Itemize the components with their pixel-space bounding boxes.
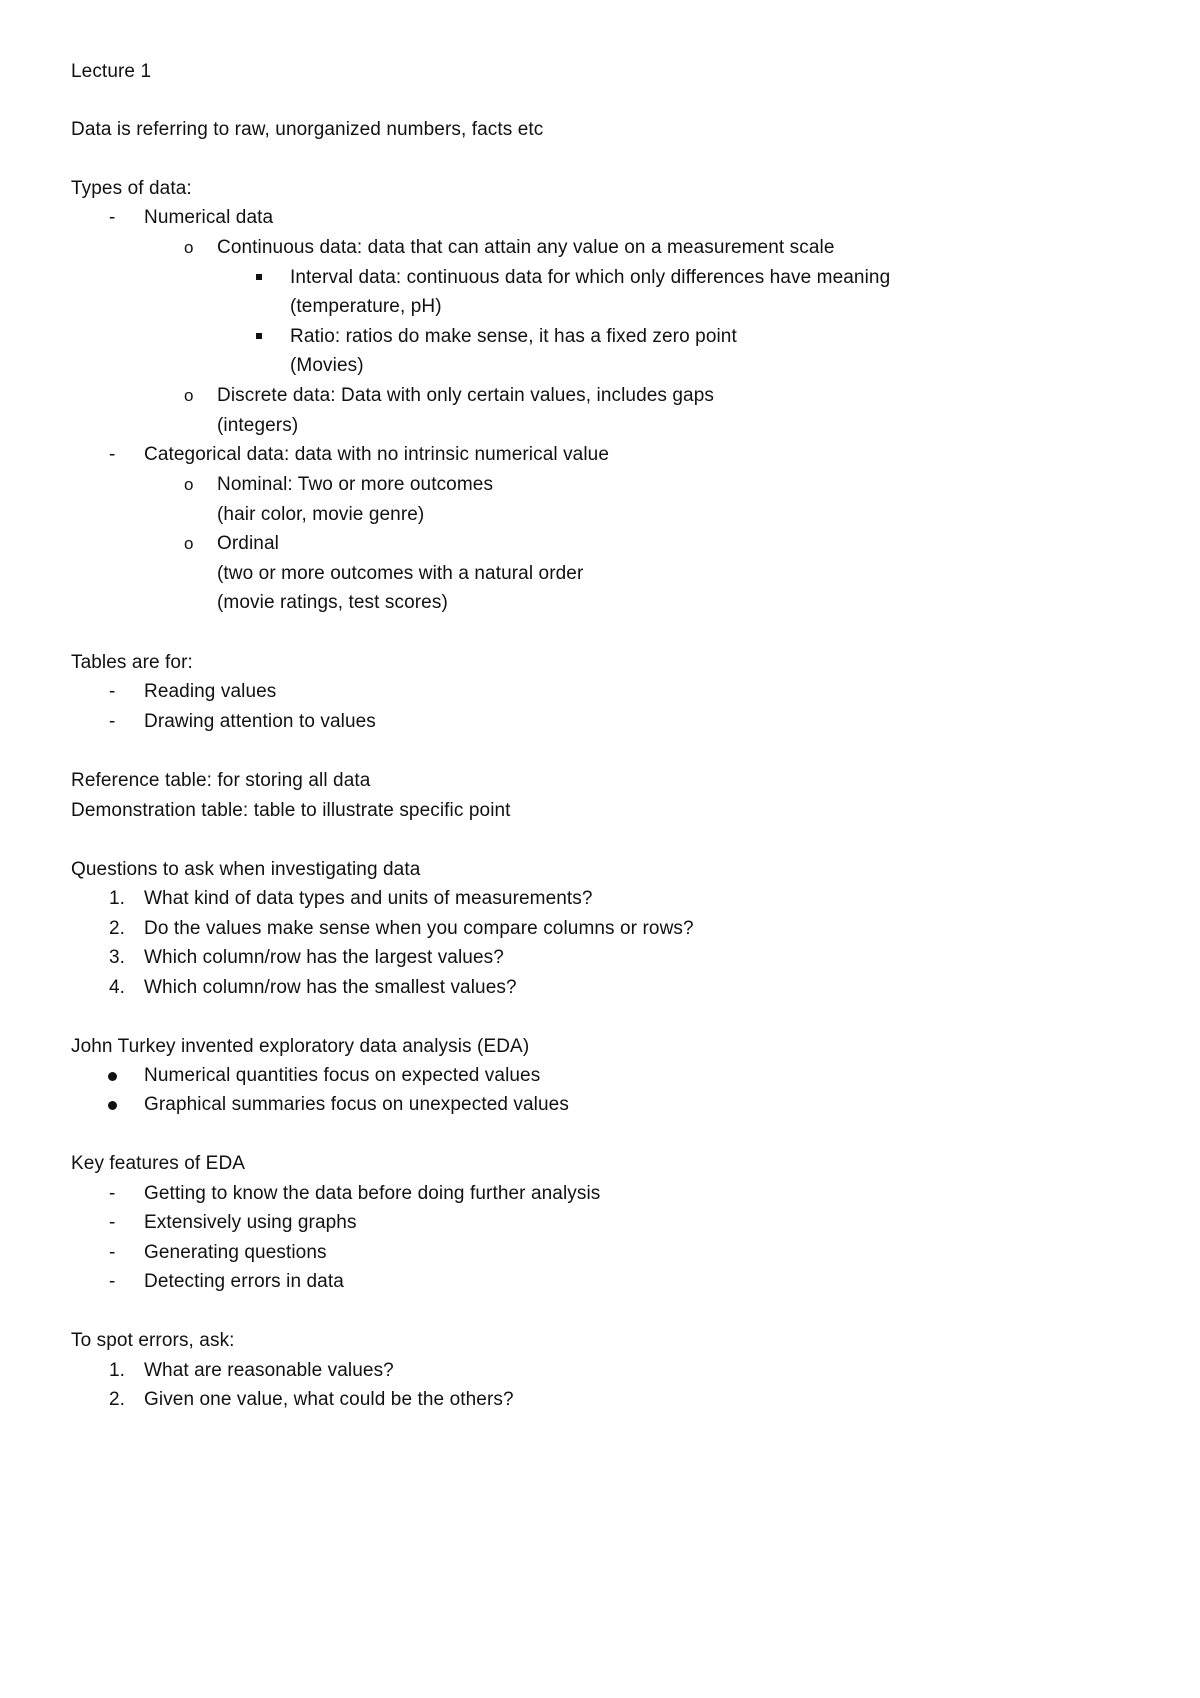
numerical-item: Numerical data: [144, 207, 274, 228]
eda-heading: John Turkey invented exploratory data analysis (EDA): [71, 1036, 530, 1057]
list-item: Which column/row has the smallest values?: [144, 977, 517, 998]
dash-marker: -: [109, 444, 116, 465]
categorical-item: Categorical data: data with no intrinsic numerical value: [144, 444, 610, 465]
circle-marker: o: [184, 475, 194, 494]
list-item: Numerical quantities focus on expected values: [144, 1065, 541, 1086]
lecture-title: Lecture 1: [71, 61, 152, 82]
square-bullet: [256, 274, 262, 280]
list-item: Extensively using graphs: [144, 1212, 357, 1233]
reference-table-text: Reference table: for storing all data: [71, 770, 371, 791]
continuous-item: Continuous data: data that can attain any value on a measurement scale: [217, 237, 835, 258]
number-marker: 4.: [109, 977, 125, 998]
dash-marker: -: [109, 207, 116, 228]
ordinal-description: (two or more outcomes with a natural order: [217, 563, 584, 584]
types-heading: Types of data:: [71, 178, 192, 199]
bullet-dot: [108, 1072, 117, 1081]
dash-marker: -: [109, 1242, 116, 1263]
circle-marker: o: [184, 238, 194, 257]
number-marker: 2.: [109, 918, 125, 939]
intro-text: Data is referring to raw, unorganized numbers, facts etc: [71, 119, 544, 140]
list-item: Given one value, what could be the others?: [144, 1389, 514, 1410]
dash-marker: -: [109, 1183, 116, 1204]
list-item: Generating questions: [144, 1242, 327, 1263]
list-item: Detecting errors in data: [144, 1271, 344, 1292]
circle-marker: o: [184, 534, 194, 553]
list-item: What are reasonable values?: [144, 1360, 394, 1381]
dash-marker: -: [109, 1271, 116, 1292]
number-marker: 1.: [109, 1360, 125, 1381]
discrete-item: Discrete data: Data with only certain values, includes gaps: [217, 385, 714, 406]
key-features-heading: Key features of EDA: [71, 1153, 246, 1174]
bullet-dot: [108, 1101, 117, 1110]
nominal-item: Nominal: Two or more outcomes: [217, 474, 494, 495]
number-marker: 2.: [109, 1389, 125, 1410]
ordinal-item: Ordinal: [217, 533, 279, 554]
nominal-example: (hair color, movie genre): [217, 504, 425, 525]
list-item: Which column/row has the largest values?: [144, 947, 504, 968]
dash-marker: -: [109, 681, 116, 702]
errors-heading: To spot errors, ask:: [71, 1330, 235, 1351]
list-item: Graphical summaries focus on unexpected values: [144, 1094, 569, 1115]
tables-heading: Tables are for:: [71, 652, 193, 673]
ratio-example: (Movies): [290, 355, 364, 376]
interval-item: Interval data: continuous data for which only differences have meaning: [290, 267, 891, 288]
discrete-example: (integers): [217, 415, 299, 436]
number-marker: 1.: [109, 888, 125, 909]
list-item: Getting to know the data before doing further analysis: [144, 1183, 601, 1204]
ordinal-example: (movie ratings, test scores): [217, 592, 448, 613]
questions-heading: Questions to ask when investigating data: [71, 859, 421, 880]
dash-marker: -: [109, 1212, 116, 1233]
interval-example: (temperature, pH): [290, 296, 442, 317]
demonstration-table-text: Demonstration table: table to illustrate specific point: [71, 800, 511, 821]
list-item: Do the values make sense when you compare columns or rows?: [144, 918, 694, 939]
circle-marker: o: [184, 386, 194, 405]
list-item: What kind of data types and units of measurements?: [144, 888, 593, 909]
number-marker: 3.: [109, 947, 125, 968]
list-item: Drawing attention to values: [144, 711, 376, 732]
list-item: Reading values: [144, 681, 277, 702]
ratio-item: Ratio: ratios do make sense, it has a fixed zero point: [290, 326, 737, 347]
dash-marker: -: [109, 711, 116, 732]
square-bullet: [256, 333, 262, 339]
